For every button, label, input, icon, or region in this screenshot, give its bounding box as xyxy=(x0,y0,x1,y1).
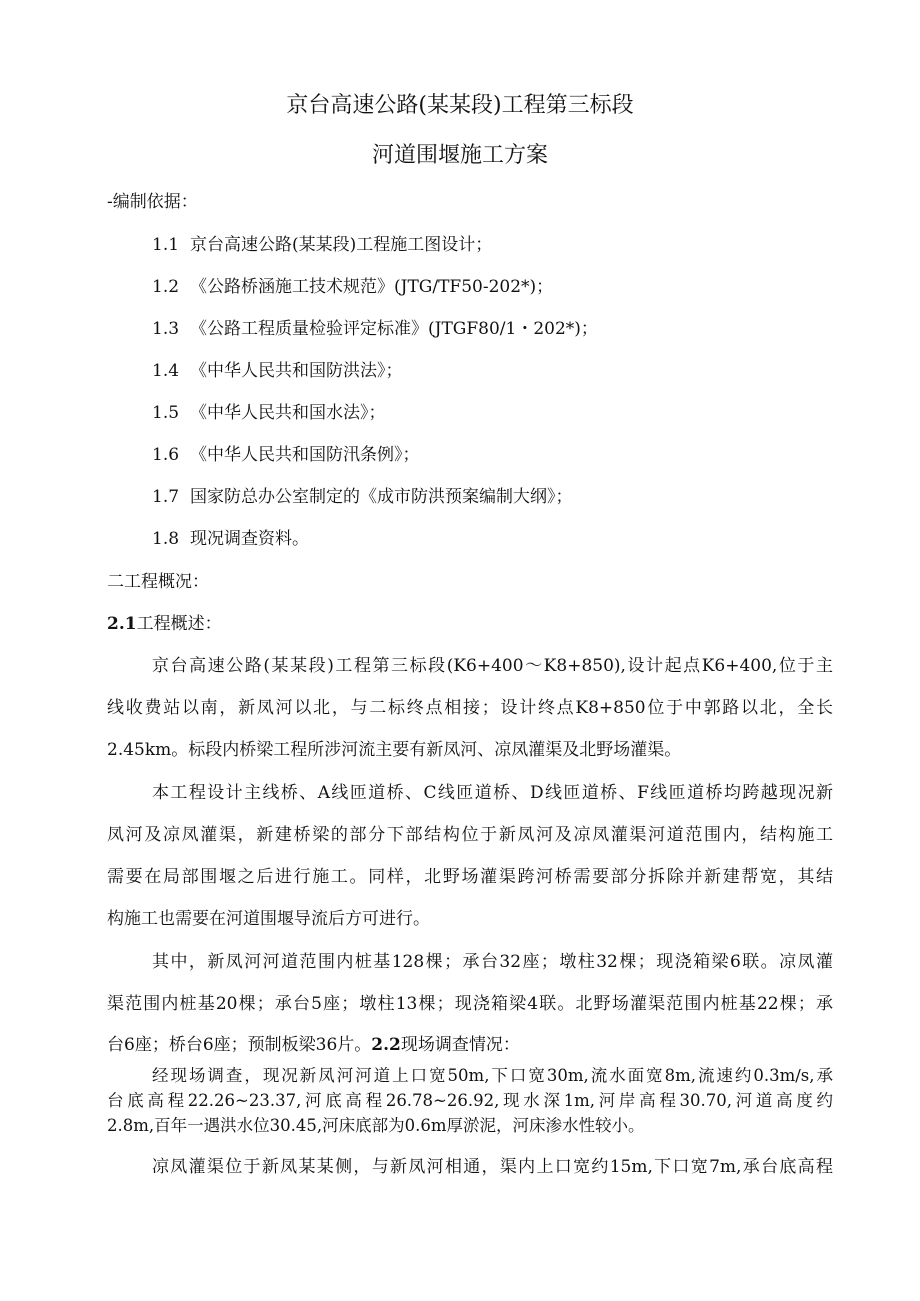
section-heading-basis: -编制依据： xyxy=(107,192,198,212)
document-subtitle: 河道围堰施工方案 xyxy=(371,143,548,168)
basis-item xyxy=(152,524,309,549)
basis-text: 《中华人民共和国防洪法》； xyxy=(190,361,403,381)
paragraph-line: 凤河及凉凤灌渠，新建桥梁的部分下部结构位于新凤河及凉凤灌渠河道范围内，结构施工 xyxy=(107,825,833,845)
basis-number: 1.3 xyxy=(152,319,180,339)
basis-number: 1.5 xyxy=(152,403,180,423)
subsection-number: 2.2 xyxy=(371,1035,401,1055)
basis-number: 1.1 xyxy=(152,235,180,255)
paragraph-line: 需要在局部围堰之后进行施工。同样，北野场灌渠跨河桥需要部分拆除并新建帮宽，其结 xyxy=(107,867,833,887)
paragraph-line: 2.8m,百年一遇洪水位30.45,河床底部为0.6m厚淤泥，河床渗水性较小。 xyxy=(107,1116,645,1135)
paragraph-line: 渠范围内桩基20棵；承台5座；墩柱13棵；现浇箱梁4联。北野场灌渠范围内桩基22棵；承 xyxy=(107,994,833,1014)
subsection-title: 工程概述： xyxy=(136,614,222,634)
basis-text: 京台高速公路(某某段)工程施工图设计； xyxy=(190,235,493,255)
paragraph-line: 线收费站以南，新凤河以北，与二标终点相接；设计终点K8+850位于中郭路以北，全长 xyxy=(107,698,833,718)
paragraph-line: 京台高速公路(某某段)工程第三标段(K6+400～K8+850),设计起点K6+400,位于主 xyxy=(152,656,833,676)
paragraph-text: 台6座；桥台6座；预制板梁36片。 xyxy=(107,1035,372,1055)
basis-item xyxy=(152,314,598,339)
basis-text: 《中华人民共和国水法》； xyxy=(190,403,386,423)
basis-text: 《中华人民共和国防汛条例》； xyxy=(190,445,420,465)
basis-item xyxy=(152,398,386,423)
subsection-heading-2-1 xyxy=(107,609,222,634)
basis-item xyxy=(152,272,553,297)
basis-number: 1.7 xyxy=(152,487,180,507)
paragraph-line: 经现场调查，现况新凤河河道上口宽50m,下口宽30m,流水面宽8m,流速约0.3m∕s,承 xyxy=(152,1066,833,1085)
basis-number: 1.6 xyxy=(152,445,180,465)
subsection-number: 2.1 xyxy=(107,614,137,634)
basis-item xyxy=(152,482,573,507)
basis-text: 国家防总办公室制定的《成市防洪预案编制大纲》； xyxy=(190,487,573,507)
section-heading-overview: 二工程概况： xyxy=(107,572,209,592)
paragraph-line: 凉凤灌渠位于新凤某某侧，与新凤河相通，渠内上口宽约15m,下口宽7m,承台底高程 xyxy=(152,1157,833,1177)
paragraph-line: 2.45km。标段内桥梁工程所涉河流主要有新凤河、凉凤灌渠及北野场灌渠。 xyxy=(107,740,682,760)
basis-number: 1.2 xyxy=(152,277,180,297)
paragraph-line xyxy=(107,1030,520,1055)
paragraph-line: 本工程设计主线桥、A线匝道桥、C线匝道桥、D线匝道桥、F线匝道桥均跨越现况新 xyxy=(152,783,833,803)
basis-text: 《公路工程质量检验评定标准》(JTGF80/1・202*)； xyxy=(190,319,598,339)
basis-item xyxy=(152,440,420,465)
basis-item xyxy=(152,356,403,381)
paragraph-line: 构施工也需要在河道围堰导流后方可进行。 xyxy=(107,909,430,929)
document-title: 京台高速公路(某某段)工程第三标段 xyxy=(286,93,634,118)
basis-text: 现况调查资料。 xyxy=(190,529,309,549)
basis-item xyxy=(152,230,492,255)
basis-number: 1.8 xyxy=(152,529,180,549)
subsection-title: 现场调查情况： xyxy=(400,1035,520,1055)
paragraph-line: 其中，新凤河河道范围内桩基128棵；承台32座；墩柱32棵；现浇箱梁6联。凉凤灌 xyxy=(152,952,833,972)
basis-number: 1.4 xyxy=(152,361,180,381)
paragraph-line: 台底高程22.26~23.37,河底高程26.78~26.92,现水深1m,河岸高程30.70,河道高度约 xyxy=(107,1091,833,1110)
basis-text: 《公路桥涵施工技术规范》(JTG/TF50-202*)； xyxy=(190,277,554,297)
